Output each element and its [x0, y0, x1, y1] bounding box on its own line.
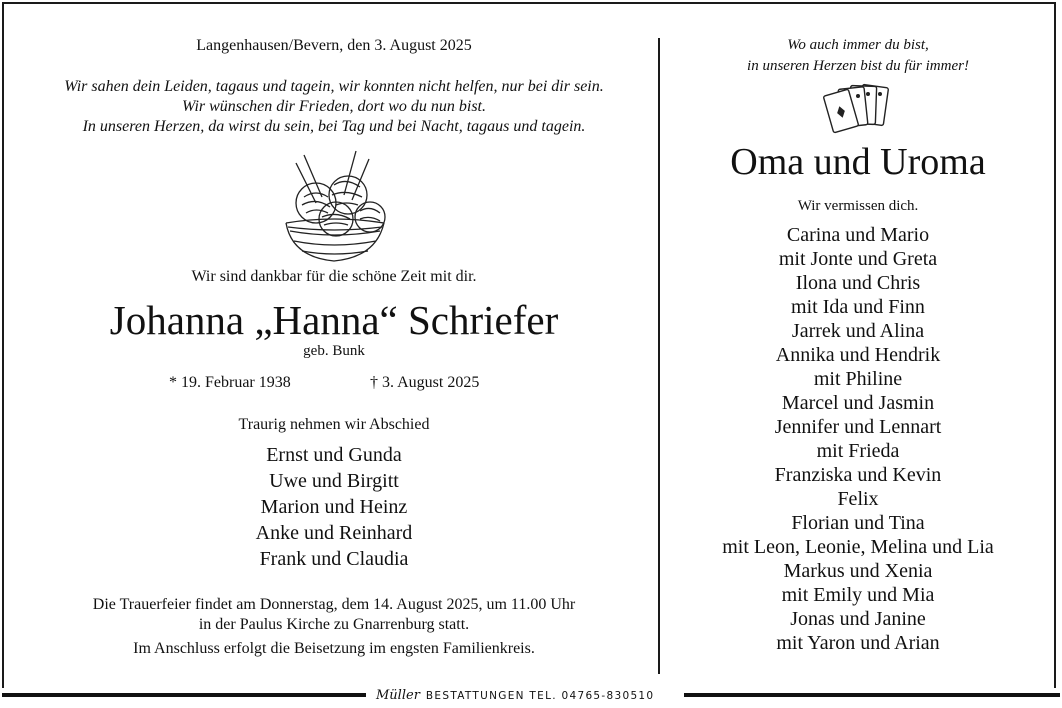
thanks-line: Wir sind dankbar für die schöne Zeit mit dir.: [191, 268, 477, 285]
yarn-basket-icon: [274, 145, 394, 265]
list-item: Ernst und Gunda: [266, 444, 402, 466]
list-item: Frank und Claudia: [259, 548, 409, 570]
place-date: Langenhausen/Bevern, den 3. August 2025: [196, 37, 472, 54]
relation-heading: Oma und Uroma: [730, 141, 986, 183]
list-item: mit Ida und Finn: [791, 296, 925, 318]
poem-line: Wir sahen dein Leiden, tagaus und tagein, wir konnten nicht helfen, nur bei dir sein.: [64, 78, 604, 95]
service-line: Die Trauerfeier findet am Donnerstag, dem 14. August 2025, um 11.00 Uhr: [92, 596, 576, 613]
deceased-name: Johanna „Hanna“ Schriefer: [109, 297, 559, 343]
list-item: Marcel und Jasmin: [781, 392, 935, 414]
footer-rule-right: [684, 693, 1060, 697]
list-item: Marion und Heinz: [260, 496, 408, 518]
list-item: mit Frieda: [816, 440, 900, 462]
death-date: † 3. August 2025: [370, 374, 480, 391]
column-divider: [658, 38, 660, 674]
list-item: Anke und Reinhard: [255, 522, 413, 544]
list-item: Jennifer und Lennart: [774, 416, 942, 438]
list-item: Annika und Hendrik: [775, 344, 941, 366]
list-item: Jonas und Janine: [790, 608, 926, 630]
poem-line: Wir wünschen dir Frieden, dort wo du nun bist.: [182, 98, 486, 115]
funeral-home-phone: BESTATTUNGEN TEL. 04765-830510: [425, 690, 655, 702]
list-item: Carina und Mario: [786, 224, 930, 246]
list-item: mit Emily und Mia: [781, 584, 935, 606]
poem-line: Wo auch immer du bist,: [787, 37, 929, 53]
list-item: Jarrek und Alina: [791, 320, 925, 342]
service-line: in der Paulus Kirche zu Gnarrenburg statt.: [198, 616, 470, 633]
maiden-name: geb. Bunk: [303, 343, 365, 359]
birth-date: * 19. Februar 1938: [169, 374, 291, 391]
list-item: Felix: [837, 488, 879, 510]
footer-rule-left: [2, 693, 366, 697]
funeral-home-credit: [376, 686, 676, 706]
list-item: Uwe und Birgitt: [269, 470, 399, 492]
list-item: Ilona und Chris: [795, 272, 921, 294]
signature-logo: Müller: [376, 688, 420, 703]
playing-cards-icon: [822, 82, 898, 138]
list-item: mit Philine: [813, 368, 903, 390]
mourning-intro: Traurig nehmen wir Abschied: [238, 416, 430, 433]
list-item: mit Leon, Leonie, Melina und Lia: [722, 536, 994, 558]
burial-note: Im Anschluss erfolgt die Beisetzung im engsten Familienkreis.: [133, 640, 535, 657]
poem-line: in unseren Herzen bist du für immer!: [747, 58, 969, 74]
life-dates: [14, 374, 654, 394]
list-item: mit Jonte und Greta: [778, 248, 938, 270]
list-item: Franziska und Kevin: [774, 464, 942, 486]
list-item: Florian und Tina: [791, 512, 925, 534]
miss-you-line: Wir vermissen dich.: [797, 198, 919, 214]
list-item: Markus und Xenia: [783, 560, 933, 582]
poem-line: In unseren Herzen, da wirst du sein, bei Tag und bei Nacht, tagaus und tagein.: [82, 118, 586, 135]
list-item: mit Yaron und Arian: [776, 632, 940, 654]
